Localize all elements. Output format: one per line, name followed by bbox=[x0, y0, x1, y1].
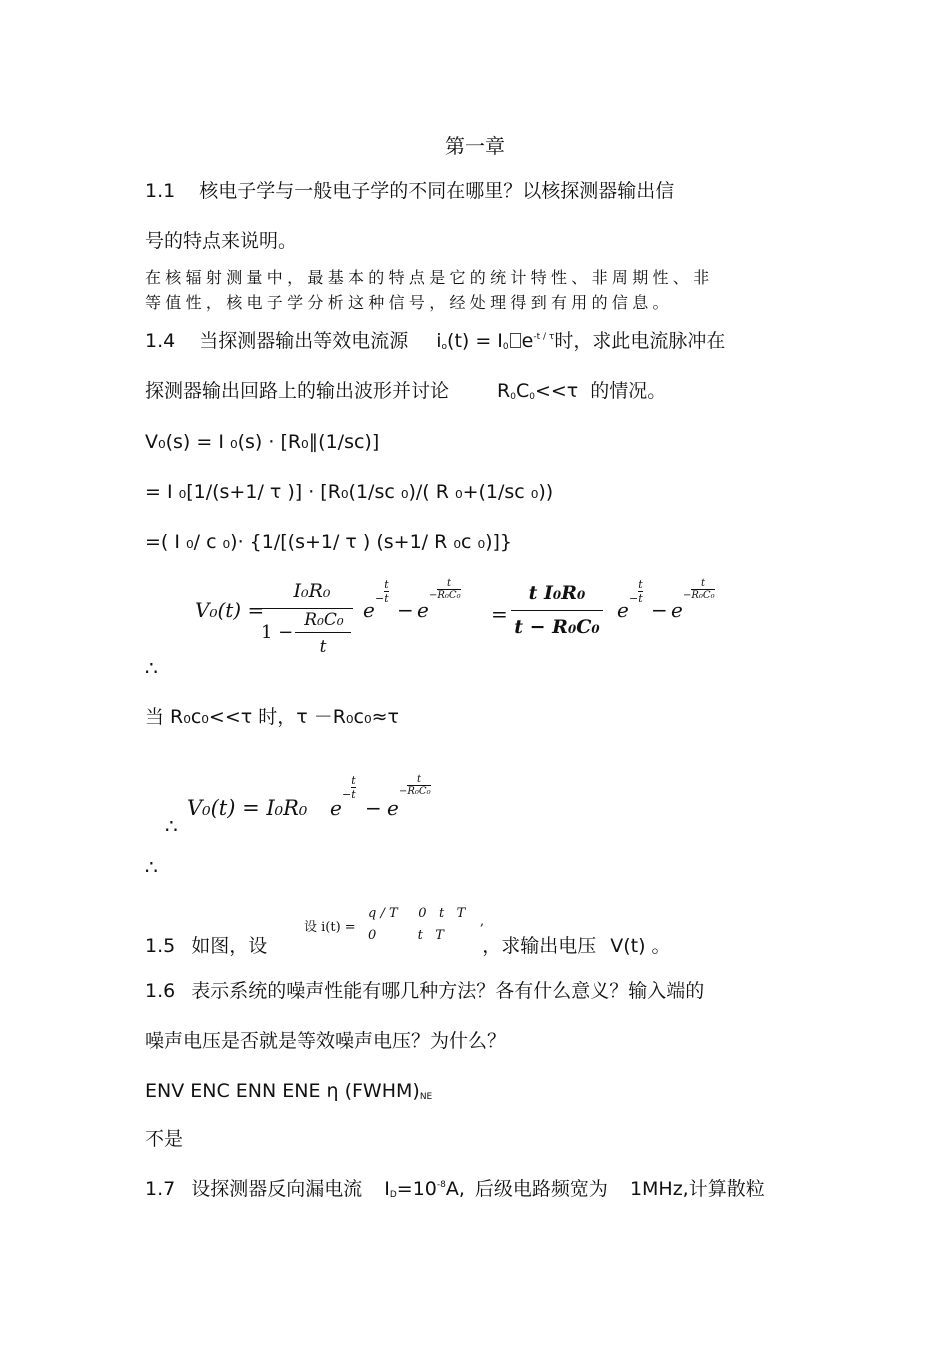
noise-sub: NE bbox=[419, 1092, 433, 1102]
condition: <<τ bbox=[534, 380, 579, 402]
answer-1-6-terms bbox=[145, 1082, 432, 1102]
exp-power: -t / τ bbox=[533, 332, 555, 342]
leak-exp: -8 bbox=[436, 1180, 446, 1190]
minus-sign-2: − bbox=[651, 598, 668, 622]
noise-terms: ENV ENC ENN ENE η (FWHM) bbox=[145, 1080, 420, 1102]
derivation-line-3: =( I ₀/ c ₀)· {1/[(s+1/ τ ) (s+1/ R ₀c ₀)]} bbox=[145, 531, 512, 553]
question-text-b: 时，求此电流脉冲在 bbox=[554, 330, 726, 352]
question-text: 核电子学与一般电子学的不同在哪里？以核探测器输出信 bbox=[199, 180, 675, 202]
question-text-b: 后级电路频宽为 bbox=[474, 1178, 608, 1200]
question-number: 1.4 bbox=[145, 330, 176, 352]
question-text: 探测器输出回路上的输出波形并讨论 bbox=[145, 380, 450, 402]
formula-inner-den: t bbox=[319, 637, 327, 657]
formula-lhs: V₀(t) = bbox=[195, 598, 265, 622]
question-1-1 bbox=[145, 182, 674, 201]
leak-I: I bbox=[384, 1178, 390, 1200]
current-sub-0: 0 bbox=[502, 342, 509, 352]
leak-value: =10 bbox=[396, 1178, 437, 1200]
question-text: 当探测器输出等效电流源 bbox=[199, 330, 409, 352]
chapter-title: 第一章 bbox=[445, 134, 505, 158]
question-1-7 bbox=[145, 1180, 765, 1200]
question-text-b: ，求输出电压 bbox=[482, 935, 597, 957]
formula-one-minus: 1 − bbox=[261, 622, 294, 643]
exp-e4: e bbox=[671, 598, 683, 622]
minus-sign: − bbox=[397, 598, 414, 622]
vt-symbol: V(t) bbox=[610, 935, 646, 957]
question-number: 1.7 bbox=[145, 1178, 176, 1200]
exp5: $-\frac{t}{t}$ bbox=[342, 774, 356, 801]
formula2-denominator: t − R₀C₀ bbox=[514, 616, 600, 638]
question-text: 设探测器反向漏电流 bbox=[191, 1178, 363, 1200]
current-symbol: i bbox=[436, 330, 442, 352]
exp-e6: e bbox=[387, 796, 399, 820]
missing-glyph-box bbox=[510, 333, 521, 348]
equals-sign: = bbox=[491, 602, 508, 626]
fraction-bar-2 bbox=[511, 610, 603, 611]
question-text: 表示系统的噪声性能有哪几种方法？各有什么意义？输入端的 bbox=[191, 980, 705, 1002]
exp2: $-\frac{t}{\text{R₀C₀}}$ bbox=[429, 578, 461, 601]
piecewise-comma: , bbox=[480, 914, 485, 929]
derivation-line-1: V₀(s) = I ₀(s) · [R₀∥(1/sc)] bbox=[145, 431, 380, 453]
exp-base: e bbox=[521, 330, 534, 352]
when-condition-line: 当 R₀c₀<<τ 时，τ －R₀c₀≈τ bbox=[145, 706, 399, 728]
fraction-bar bbox=[257, 608, 353, 609]
exp-e5: e bbox=[330, 796, 342, 820]
exp3: $-\frac{t}{t}$ bbox=[629, 578, 643, 605]
question-1-6 bbox=[145, 982, 704, 1001]
minus-sign-3: − bbox=[365, 796, 382, 820]
leak-unit: A, bbox=[445, 1178, 465, 1200]
R-symbol: R bbox=[497, 380, 511, 402]
answer-1-1-line2: 等值性，核电子学分析这种信号，经处理得到有用的信息。 bbox=[145, 293, 673, 312]
leak-sub: D bbox=[389, 1190, 397, 1200]
question-1-4 bbox=[145, 332, 725, 352]
freq-text: 1MHz,计算散粒 bbox=[629, 1178, 765, 1200]
question-1-4-line2: 探测器输出回路上的输出波形并讨论 $R_0C_0<<\tau$ 的情况。 bbox=[145, 380, 667, 402]
piecewise-case-2: 0 t T bbox=[368, 928, 444, 943]
C-symbol: C bbox=[515, 380, 530, 402]
exp-e2: e bbox=[417, 598, 429, 622]
formula-simple-lhs: V₀(t) = I₀R₀ bbox=[187, 796, 308, 820]
answer-1-1-line1: 在核辐射测量中，最基本的特点是它的统计特性、非周期性、非 bbox=[145, 268, 714, 287]
question-1-5 bbox=[145, 937, 671, 956]
question-number: 1.6 bbox=[145, 980, 176, 1002]
piecewise-case-1: q / T 0 t T bbox=[368, 906, 466, 921]
derivation-line-2: = I ₀[1/(s+1/ τ )] · [R₀(1/sc ₀)/( R ₀+(1/sc ₀)) bbox=[145, 481, 554, 503]
formula-inner-num: R₀C₀ bbox=[304, 610, 344, 630]
question-number: 1.5 bbox=[145, 935, 176, 957]
question-number: 1.1 bbox=[145, 180, 176, 202]
therefore-3: ∴ bbox=[145, 855, 158, 879]
question-text-b: 的情况。 bbox=[590, 380, 667, 402]
therefore-1: ∴ bbox=[145, 656, 158, 680]
exp6: $-\frac{t}{\text{R₀C₀}}$ bbox=[399, 774, 431, 797]
inner-fraction-bar bbox=[295, 632, 351, 633]
end-mark: 。 bbox=[651, 935, 671, 957]
exp-e1: e bbox=[363, 598, 375, 622]
formula-v0t-full bbox=[195, 580, 735, 670]
formula2-numerator: t I₀R₀ bbox=[528, 582, 586, 604]
question-1-6-line2: 噪声电压是否就是等效噪声电压？为什么？ bbox=[145, 1030, 507, 1052]
current-sub: o bbox=[441, 342, 448, 352]
current-expr: (t) = I bbox=[447, 330, 503, 352]
answer-1-6-no: 不是 bbox=[145, 1128, 184, 1150]
formula-v0t-simple bbox=[165, 772, 465, 842]
exp1: $-\frac{t}{t}$ bbox=[375, 578, 389, 605]
piecewise-lhs: 设 i(t) = bbox=[304, 920, 356, 935]
question-text-a: 如图，设 bbox=[191, 935, 268, 957]
question-1-1-line2: 号的特点来说明。 bbox=[145, 230, 298, 252]
exp-e3: e bbox=[617, 598, 629, 622]
exp4: $-\frac{t}{\text{R₀C₀}}$ bbox=[683, 578, 715, 601]
formula-numerator: I₀R₀ bbox=[293, 580, 331, 602]
therefore-inline: ∴ bbox=[165, 814, 178, 838]
